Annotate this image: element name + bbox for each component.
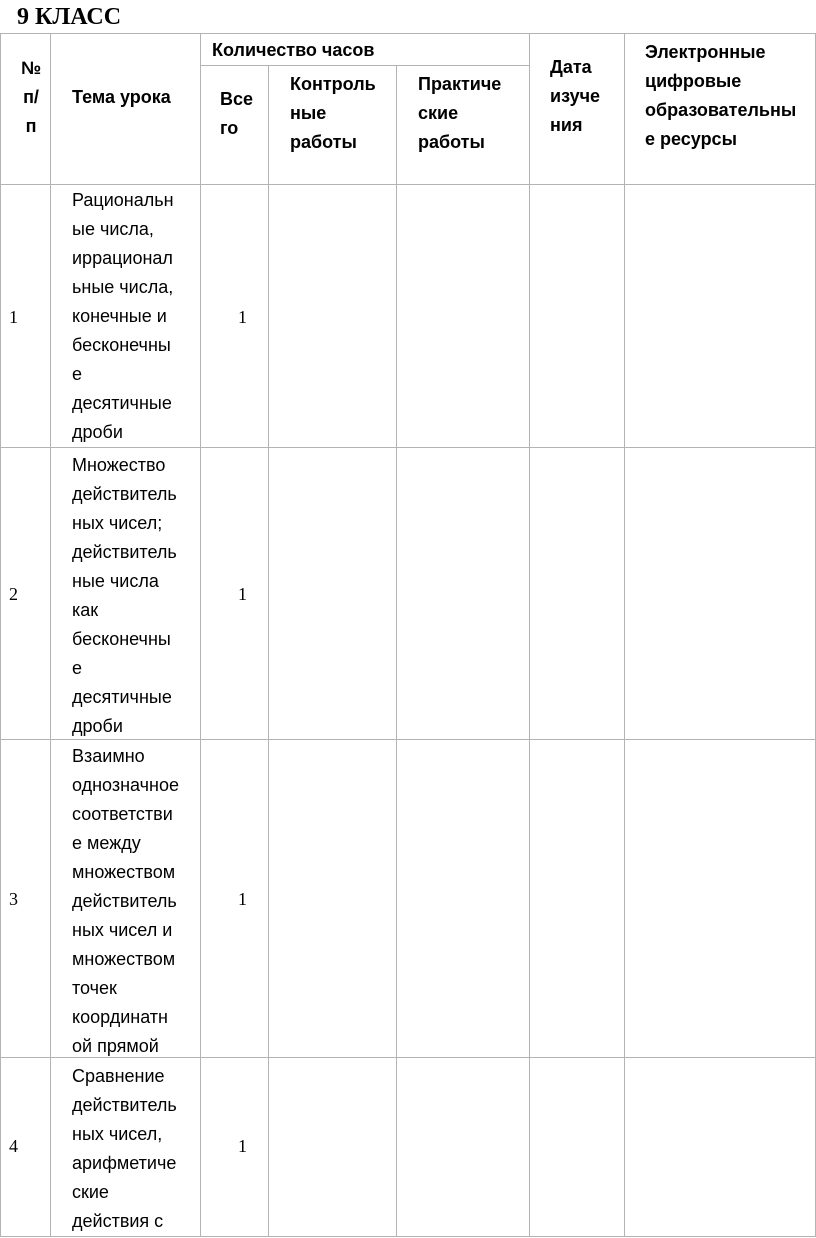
row-divider xyxy=(0,447,816,448)
column-divider xyxy=(50,33,51,1237)
row-number: 2 xyxy=(9,584,18,604)
row-number: 1 xyxy=(9,307,18,327)
table-border-top xyxy=(0,33,816,34)
header-topic: Тема урока xyxy=(72,87,171,107)
row-topic: Множество действитель ных чисел; действитель ные числа как бесконечны е десятичные дроби xyxy=(72,455,177,736)
header-hours-total: Все го xyxy=(220,89,254,138)
row-number: 3 xyxy=(9,889,18,909)
row-topic: Взаимно однозначное соответстви е между множеством действитель ных чисел и множеством точек координатн ой прямой xyxy=(72,746,180,1056)
row-number: 4 xyxy=(9,1136,18,1156)
row-total-hours: 1 xyxy=(238,1136,247,1156)
page-title: 9 КЛАСС xyxy=(17,4,122,30)
column-divider xyxy=(396,65,397,1237)
column-divider xyxy=(200,33,201,1237)
header-num: № п/ п xyxy=(20,58,42,136)
row-total-hours: 1 xyxy=(238,889,247,909)
column-divider xyxy=(624,33,625,1237)
header-date: Дата изуче ния xyxy=(550,57,601,135)
row-topic: Рациональн ые числа, иррационал ьные числа, конечные и бесконечны е десятичные дроби xyxy=(72,190,174,442)
table-border-bottom xyxy=(0,1236,816,1237)
row-total-hours: 1 xyxy=(238,307,247,327)
header-resources: Электронные цифровые образовательны е ресурсы xyxy=(645,42,797,149)
header-hours-control: Контроль ные работы xyxy=(290,74,376,152)
header-hours-group: Количество часов xyxy=(212,40,375,60)
table-border-left xyxy=(0,33,1,1237)
column-divider xyxy=(529,33,530,1237)
row-topic: Сравнение действитель ных чисел, арифметиче ские действия с xyxy=(72,1066,177,1231)
column-divider xyxy=(268,65,269,1237)
header-subdivider xyxy=(200,65,529,66)
header-hours-practical: Практиче ские работы xyxy=(418,74,502,152)
row-divider xyxy=(0,184,816,185)
row-total-hours: 1 xyxy=(238,584,247,604)
